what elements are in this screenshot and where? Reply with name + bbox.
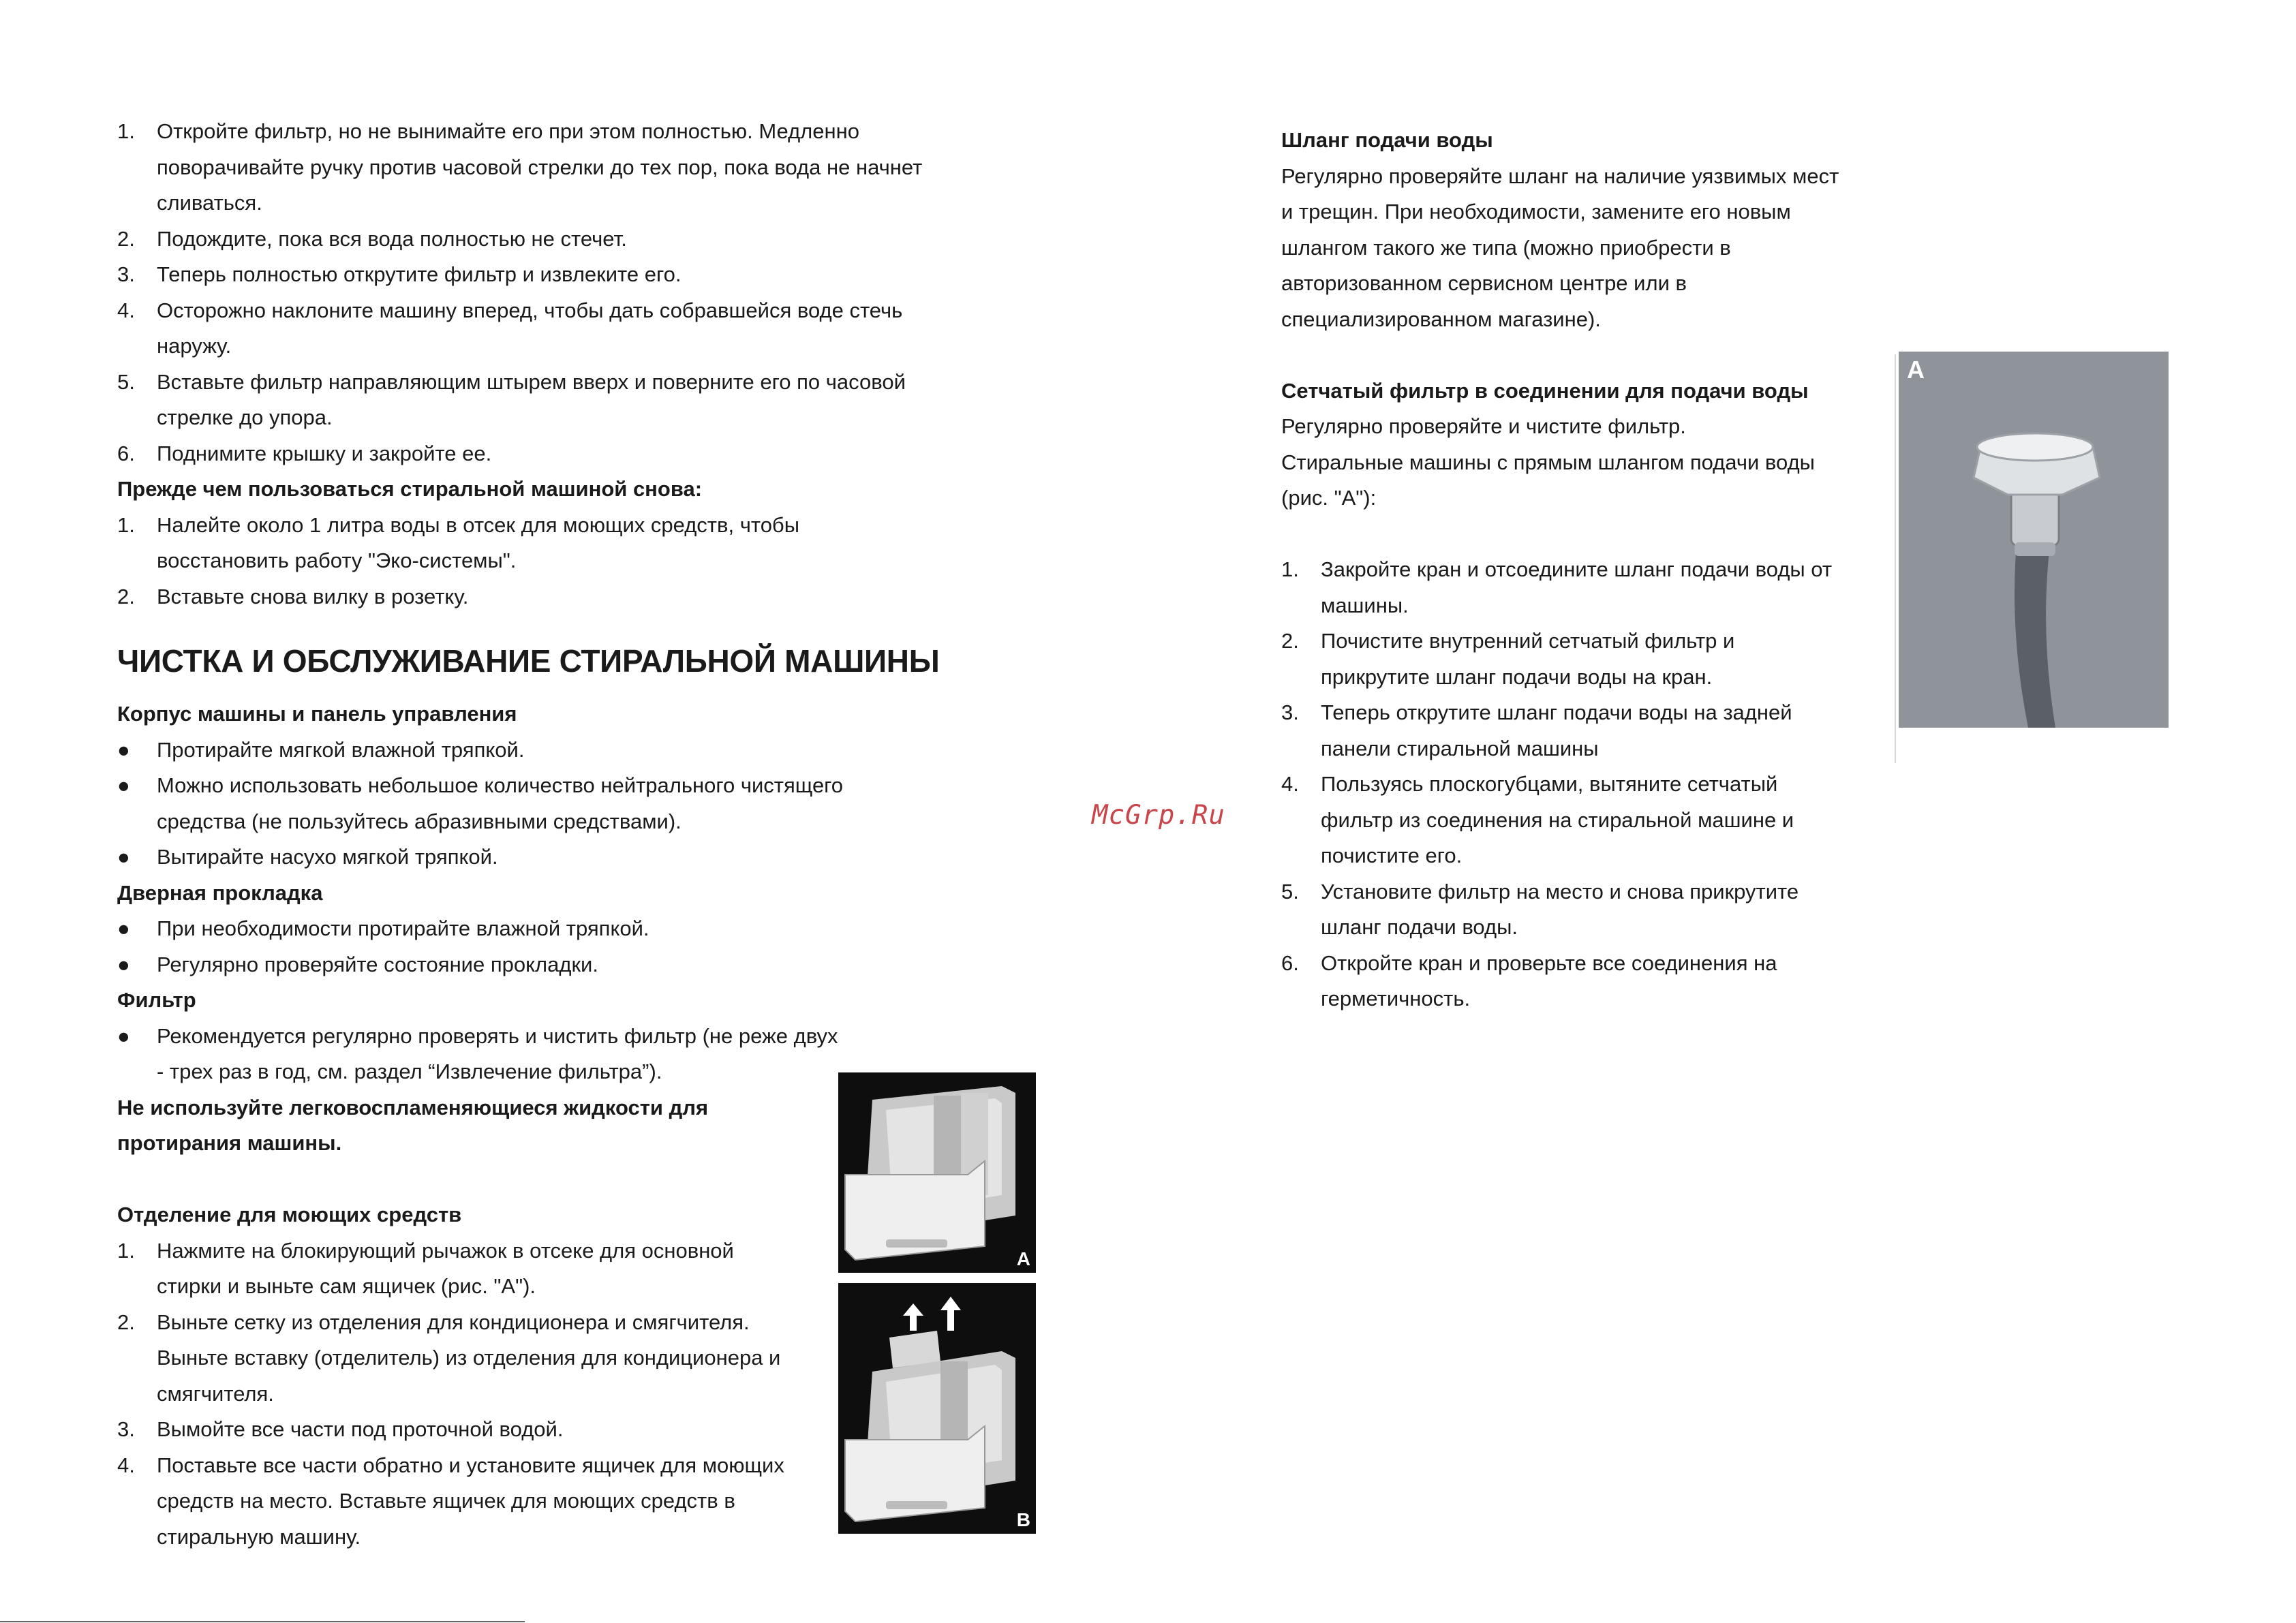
list-item: 3. Теперь полностью открутите фильтр и извлеките его.	[117, 262, 682, 286]
water-hose-figure-a	[1899, 352, 2169, 728]
list-item: 4. Пользуясь плоскогубцами, вытяните сетчатый фильтр из соединения на стиральной машине и почистите его.	[1281, 772, 1794, 867]
figure-label: A	[1907, 356, 1925, 384]
list-item: ● При необходимости протирайте влажной тряпкой.	[117, 916, 649, 940]
figure-label: B	[1016, 1509, 1030, 1530]
list-item: 5. Вставьте фильтр направляющим штырем вверх и поверните его по часовой стрелке до упора.	[117, 369, 906, 429]
list-item: 3. Теперь открутите шланг подачи воды на задней панели стиральной машины	[1281, 700, 1792, 760]
list-item: 1. Нажмите на блокирующий рычажок в отсеке для основной стирки и выньте сам ящичек (рис. "А").	[117, 1238, 734, 1298]
door-seal-list	[117, 911, 976, 983]
detergent-heading: Отделение для моющих средств	[117, 1203, 462, 1226]
right-column	[1281, 123, 1867, 1017]
warning-text: Не используйте легковоспламеняющиеся жидкости для протирания машины.	[117, 1095, 709, 1155]
watermark: McGrp.Ru	[1092, 800, 1225, 831]
detergent-drawer-figure-a	[838, 1072, 1036, 1273]
before-use-heading: Прежде чем пользоваться стиральной машиной снова:	[117, 477, 703, 501]
list-item: ● Рекомендуется регулярно проверять и чистить фильтр (не реже двух - трех раз в год, см. раздел “Извлечение фильтра”).	[117, 1023, 838, 1083]
list-item: 6. Откройте кран и проверьте все соединения на герметичность.	[1281, 950, 1777, 1010]
list-item: ● Регулярно проверяйте состояние прокладки.	[117, 952, 598, 976]
detergent-drawer-figure-b	[838, 1283, 1036, 1534]
filter-heading: Фильтр	[117, 988, 196, 1012]
hose-heading: Шланг подачи воды	[1281, 128, 1493, 152]
figure-label: A	[1016, 1248, 1030, 1269]
mesh-filter-steps	[1281, 552, 1867, 1017]
list-item: 1. Налейте около 1 литра воды в отсек для моющих средств, чтобы восстановить работу "Эко-системы".	[117, 512, 799, 572]
mesh-filter-text-1: Регулярно проверяйте и чистите фильтр.	[1281, 414, 1686, 438]
body-panel-list	[117, 732, 976, 876]
door-seal-heading: Дверная прокладка	[117, 880, 323, 905]
list-item: 6. Поднимите крышку и закройте ее.	[117, 441, 492, 465]
hose-text: Регулярно проверяйте шланг на наличие уязвимых мест и трещин. При необходимости, замените его новым шлангом такого же типа (можно приобрести в авторизованном сервисном центре или в специализированном магазине).	[1281, 164, 1839, 331]
list-item: ● Вытирайте насухо мягкой тряпкой.	[117, 845, 498, 869]
list-item: ● Можно использовать небольшое количество нейтрального чистящего средства (не пользуйтесь абразивными средствами).	[117, 773, 844, 833]
list-item: ● Протирайте мягкой влажной тряпкой.	[117, 737, 525, 762]
bottom-divider	[0, 1621, 525, 1622]
steps-list-1	[117, 114, 976, 472]
list-item: 2. Выньте сетку из отделения для кондиционера и смягчителя. Выньте вставку (отделитель) из отделения для кондиционера и смягчителя.	[117, 1310, 781, 1406]
list-item: 1. Закройте кран и отсоедините шланг подачи воды от машины.	[1281, 557, 1833, 617]
mesh-filter-text-2: Стиральные машины с прямым шлангом подачи воды (рис. "А"):	[1281, 450, 1815, 510]
list-item: 2. Вставьте снова вилку в розетку.	[117, 584, 469, 608]
section-title: ЧИСТКА И ОБСЛУЖИВАНИЕ СТИРАЛЬНОЙ МАШИНЫ	[117, 643, 940, 679]
list-item: 2. Подождите, пока вся вода полностью не стечет.	[117, 226, 627, 251]
list-item: 1. Откройте фильтр, но не вынимайте его при этом полностью. Медленно поворачивайте ручку против часовой стрелки до тех пор, пока вода не начнет сливаться.	[117, 119, 923, 215]
mesh-filter-heading: Сетчатый фильтр в соединении для подачи воды	[1281, 378, 1809, 403]
list-item: 5. Установите фильтр на место и снова прикрутите шланг подачи воды.	[1281, 879, 1799, 939]
body-panel-heading: Корпус машины и панель управления	[117, 702, 517, 726]
list-item: 4. Поставьте все части обратно и установите ящичек для моющих средств на место. Вставьте ящичек для моющих средств в стиральную машину.	[117, 1453, 784, 1549]
list-item: 3. Вымойте все части под проточной водой.	[117, 1417, 564, 1441]
steps-list-2	[117, 508, 976, 615]
list-item: 2. Почистите внутренний сетчатый фильтр и прикрутите шланг подачи воды на кран.	[1281, 629, 1735, 689]
list-item: 4. Осторожно наклоните машину вперед, чтобы дать собравшейся воде стечь наружу.	[117, 298, 903, 358]
divider	[1895, 354, 1896, 763]
